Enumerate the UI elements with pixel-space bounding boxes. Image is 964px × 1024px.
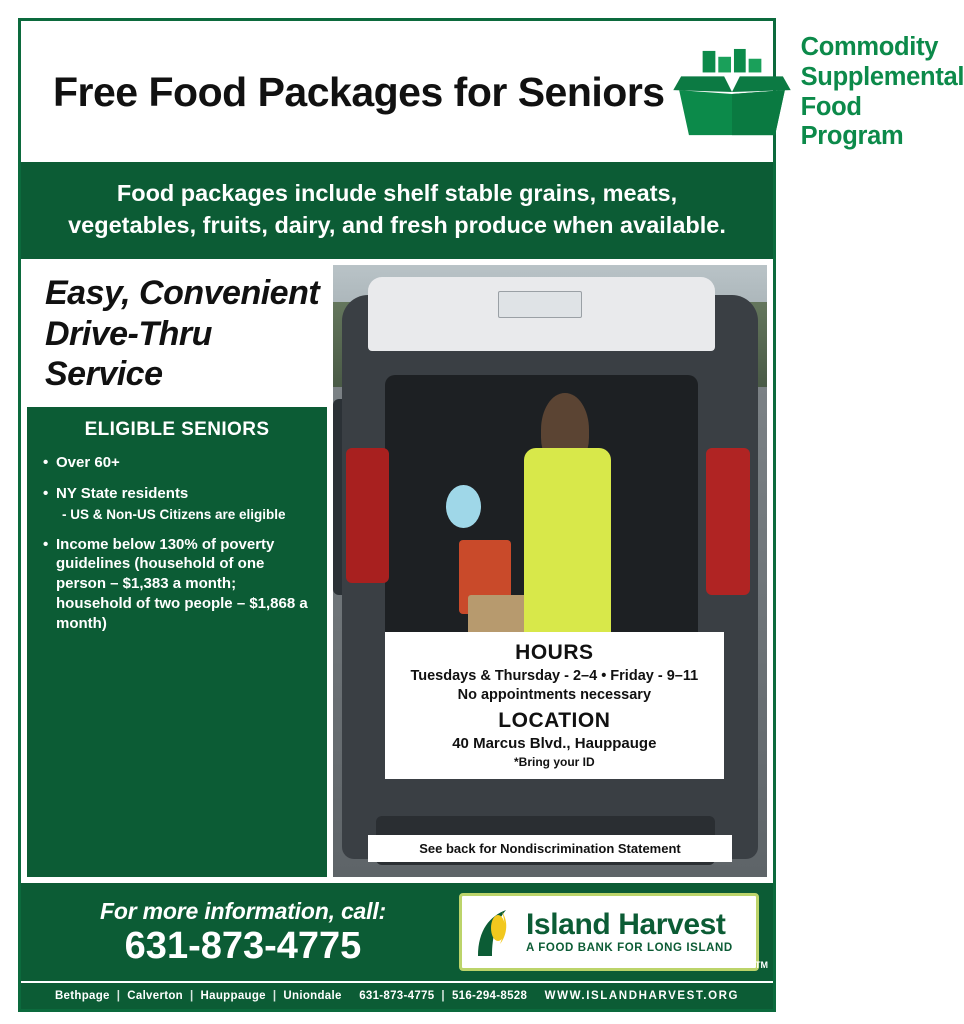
food-box-icon xyxy=(673,47,791,139)
brand-line-3: Food Program xyxy=(800,92,904,151)
trademark-symbol: TM xyxy=(755,960,768,970)
eligible-seniors-title: ELIGIBLE SENIORS xyxy=(84,419,270,441)
contact-text-group xyxy=(39,898,447,967)
footer-location-bethpage: Bethpage xyxy=(54,990,110,1002)
easy-convenient-heading: Easy, Convenient Drive-Thru Service xyxy=(45,273,320,394)
csfp-brand-text xyxy=(801,33,964,152)
island-harvest-name: Island Harvest xyxy=(526,907,726,941)
island-harvest-tagline: A FOOD BANK FOR LONG ISLAND xyxy=(526,941,733,954)
header xyxy=(21,21,964,162)
list-item xyxy=(43,484,311,524)
footer-separator xyxy=(342,990,360,1002)
footer-phone-2[interactable]: 516-294-8528 xyxy=(451,990,528,1002)
location-note: *Bring your ID xyxy=(514,755,595,770)
hours-location-card xyxy=(385,632,724,779)
nondiscrimination-note: See back for Nondiscrimination Statement xyxy=(368,835,733,862)
call-prompt: For more information, call: xyxy=(100,897,386,924)
photo-scene xyxy=(333,265,767,877)
footer-website[interactable]: WWW.ISLANDHARVEST.ORG xyxy=(544,990,740,1002)
footer-location-uniondale: Uniondale xyxy=(283,990,342,1002)
list-item-text: NY State residents xyxy=(56,485,189,502)
hours-schedule: Tuesdays & Thursday - 2–4 • Friday - 9–11 xyxy=(410,668,699,685)
footer-separator: | xyxy=(116,990,121,1002)
footer-separator: | xyxy=(441,990,445,1002)
list-item-subtext: - US & Non-US Citizens are eligible xyxy=(62,506,286,522)
drive-thru-photo xyxy=(333,265,767,877)
hours-title: HOURS xyxy=(515,641,594,665)
footer-location-hauppauge: Hauppauge xyxy=(200,990,266,1002)
list-item xyxy=(43,453,311,473)
footer-bar xyxy=(21,981,773,1009)
footer-phone-1[interactable]: 631-873-4775 xyxy=(359,990,435,1002)
brand-line-1: Commodity xyxy=(800,33,939,61)
footer-separator xyxy=(527,990,545,1002)
island-harvest-leaf-icon xyxy=(472,904,520,960)
photo-volunteer-vest xyxy=(524,448,611,656)
contact-bar xyxy=(21,883,773,981)
island-harvest-wordmark xyxy=(526,907,733,955)
csfp-brand xyxy=(673,33,964,152)
flyer-border xyxy=(18,18,964,1012)
footer-location-calverton: Calverton xyxy=(127,990,184,1002)
description-banner: Food packages include shelf stable grains, meats, vegetables, fruits, dairy, and fresh produce when available. xyxy=(21,162,773,259)
location-address: 40 Marcus Blvd., Hauppauge xyxy=(452,735,657,753)
eligible-seniors-list xyxy=(43,453,311,633)
main-content xyxy=(21,259,773,877)
list-item-text: Over 60+ xyxy=(56,454,120,472)
photo-taillight-left xyxy=(346,448,389,583)
footer-separator: | xyxy=(190,990,194,1002)
call-phone-number[interactable]: 631-873-4775 xyxy=(124,924,362,967)
page-title: Free Food Packages for Seniors xyxy=(53,68,665,115)
footer-separator: | xyxy=(272,990,277,1002)
location-title: LOCATION xyxy=(498,709,611,733)
eligible-seniors-box xyxy=(27,407,327,877)
photo-gloved-hand xyxy=(446,485,481,528)
list-item xyxy=(43,535,311,634)
island-harvest-logo xyxy=(459,893,768,971)
photo-license-plate xyxy=(498,291,582,319)
brand-line-2: Supplemental xyxy=(800,62,964,91)
list-item-text: Income below 130% of poverty guidelines (household of one person – $1,383 a month; household of two people – $1,868 a month) xyxy=(56,535,308,632)
left-column xyxy=(27,265,327,877)
photo-taillight-right xyxy=(706,448,749,595)
hours-note: No appointments necessary xyxy=(457,687,652,704)
